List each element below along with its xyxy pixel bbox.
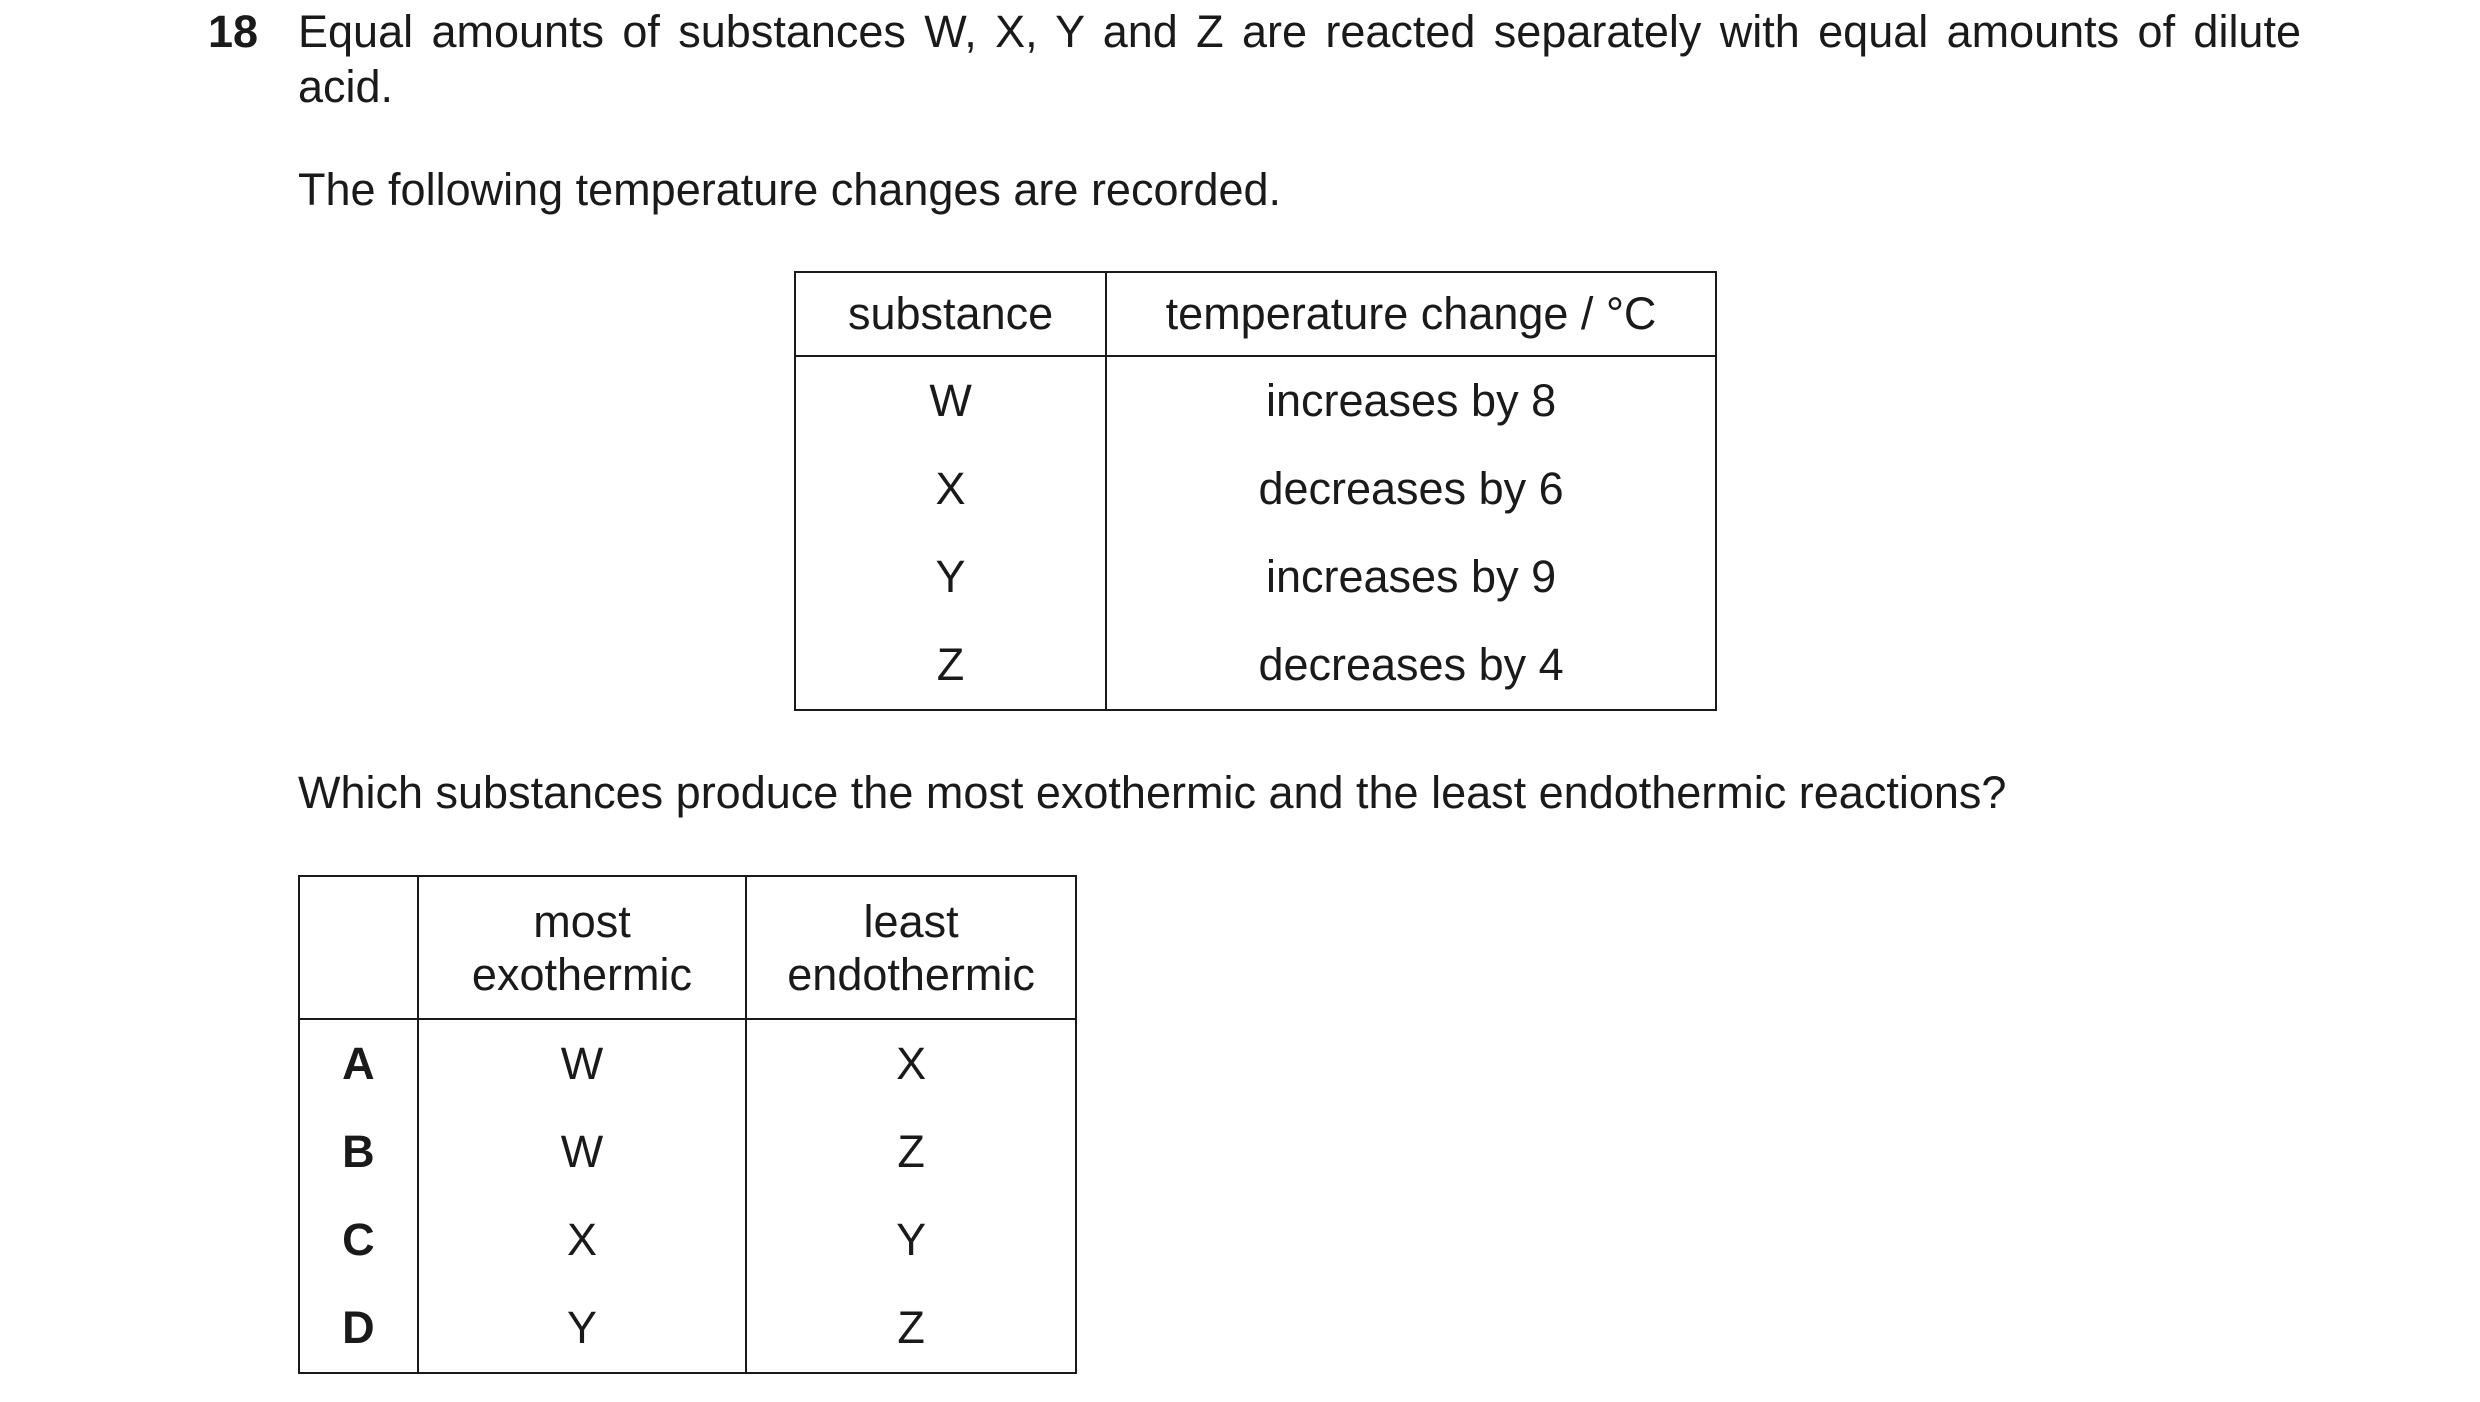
- substance-cell: Y: [795, 533, 1106, 621]
- table-row: [795, 356, 1716, 445]
- temperature-change-cell: increases by 8: [1106, 356, 1716, 445]
- least-endothermic-header-line2: endothermic: [787, 948, 1035, 1000]
- answer-option-row[interactable]: [299, 1196, 1076, 1284]
- option-letter[interactable]: A: [299, 1019, 418, 1108]
- most-exothermic-cell: W: [418, 1108, 746, 1196]
- answer-options-table: [298, 875, 1077, 1374]
- option-letter[interactable]: C: [299, 1196, 418, 1284]
- temperature-change-table: [794, 271, 1717, 711]
- least-endothermic-cell: Z: [746, 1108, 1076, 1196]
- option-letter-column-header: [299, 876, 418, 1019]
- options-header-row: [299, 876, 1076, 1019]
- most-exothermic-header-line2: exothermic: [471, 948, 692, 1000]
- least-endothermic-cell: Y: [746, 1196, 1076, 1284]
- most-exothermic-cell: W: [418, 1019, 746, 1108]
- most-exothermic-header-line1: most: [533, 895, 631, 947]
- temperature-change-cell: decreases by 4: [1106, 621, 1716, 710]
- least-endothermic-column-header: [746, 876, 1076, 1019]
- table-row: [795, 445, 1716, 533]
- most-exothermic-cell: X: [418, 1196, 746, 1284]
- table-row: [795, 621, 1716, 710]
- temperature-change-column-header: temperature change / °C: [1106, 272, 1716, 356]
- temperature-change-cell: decreases by 6: [1106, 445, 1716, 533]
- question-number: 18: [208, 6, 259, 57]
- least-endothermic-cell: X: [746, 1019, 1076, 1108]
- least-endothermic-cell: Z: [746, 1284, 1076, 1373]
- answer-option-row[interactable]: [299, 1108, 1076, 1196]
- substance-column-header: substance: [795, 272, 1106, 356]
- table-row: [795, 533, 1716, 621]
- option-letter[interactable]: D: [299, 1284, 418, 1373]
- substance-cell: X: [795, 445, 1106, 533]
- question-intro: The following temperature changes are recorded.: [298, 164, 1282, 215]
- question-prompt: Which substances produce the most exothermic and the least endothermic reactions?: [298, 767, 2007, 818]
- temperature-change-cell: increases by 9: [1106, 533, 1716, 621]
- most-exothermic-column-header: [418, 876, 746, 1019]
- most-exothermic-cell: Y: [418, 1284, 746, 1373]
- answer-option-row[interactable]: [299, 1284, 1076, 1373]
- option-letter[interactable]: B: [299, 1108, 418, 1196]
- least-endothermic-header-line1: least: [863, 895, 959, 947]
- question-stem: Equal amounts of substances W, X, Y and Z are reacted separately with equal amounts of dilute acid.: [298, 6, 2301, 112]
- table-header-row: [795, 272, 1716, 356]
- answer-option-row[interactable]: [299, 1019, 1076, 1108]
- substance-cell: W: [795, 356, 1106, 445]
- substance-cell: Z: [795, 621, 1106, 710]
